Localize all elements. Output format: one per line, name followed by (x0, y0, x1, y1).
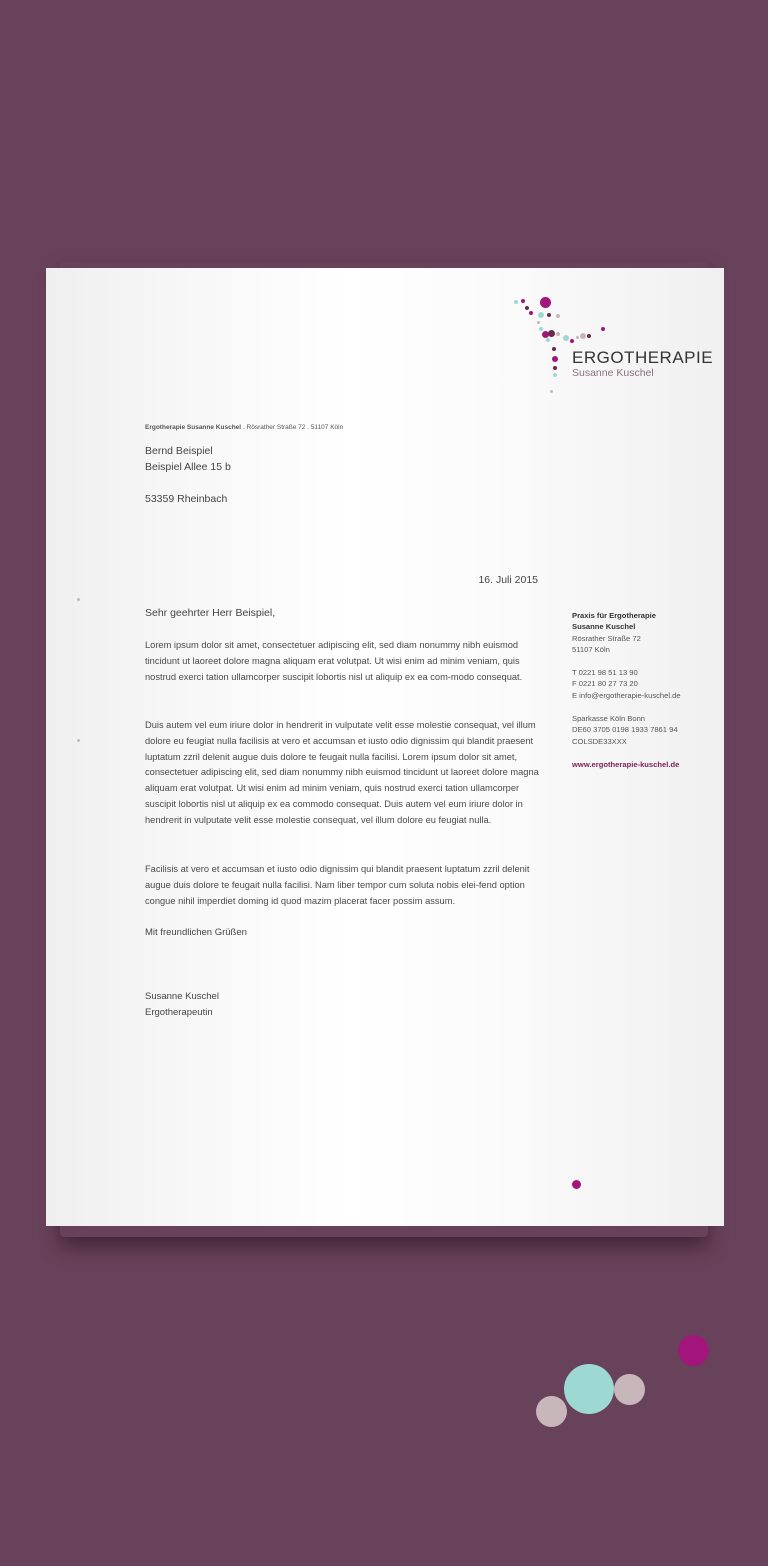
decor-circle-grey-right-icon (614, 1374, 645, 1405)
recipient-street: Beispiel Allee 15 b (145, 461, 231, 473)
recipient-city: 53359 Rheinbach (145, 493, 228, 505)
fold-mark-bottom (77, 739, 80, 742)
recipient-name: Bernd Beispiel (145, 445, 213, 457)
sidebar-phone: T 0221 98 51 13 90 (572, 668, 638, 677)
logo-title: ERGOTHERAPIE (572, 348, 714, 367)
sidebar-iban: DE60 3705 0198 1933 7861 94 (572, 725, 678, 735)
sidebar-email[interactable]: E info@ergotherapie-kuschel.de (572, 690, 681, 700)
decor-circle-magenta-icon (678, 1335, 709, 1366)
sidebar-contact (572, 610, 656, 655)
letter-page (46, 268, 724, 1226)
sidebar-practice: Praxis für Ergotherapie (572, 611, 656, 620)
sidebar-bank-name: Sparkasse Köln Bonn (572, 714, 646, 723)
decor-circle-grey-left-icon (536, 1396, 567, 1427)
fold-mark-top (77, 598, 80, 601)
sidebar-fax: F 0221 80 27 73 20 (572, 679, 638, 689)
salutation: Sehr geehrter Herr Beispiel, (145, 607, 276, 619)
decor-circle-teal-icon (564, 1364, 614, 1414)
sender-return-line (145, 424, 343, 431)
closing: Mit freundlichen Grüßen (145, 927, 247, 938)
signature-name: Susanne Kuschel (145, 991, 219, 1002)
paragraph-1: Lorem ipsum dolor sit amet, consectetuer adipiscing elit, sed diam nonummy nibh euismod tincidunt ut laoreet dolore magna aliquam erat volutpat. Ut wisi enim ad minim veniam, quis nostrud exerci tation ullamcorper suscipit lobortis nisl ut aliquip ex ea com-modo consequat. (145, 640, 523, 682)
logo-subtitle: Susanne Kuschel (572, 367, 654, 379)
sidebar-street: Rösrather Straße 72 (572, 633, 641, 643)
sender-address: . Rösrather Straße 72 . 51107 Köln (241, 424, 344, 431)
sender-name: Ergotherapie Susanne Kuschel (145, 424, 242, 431)
sidebar-communication (572, 667, 681, 701)
sidebar-owner: Susanne Kuschel (572, 622, 636, 632)
sidebar-bank (572, 713, 678, 747)
sidebar-city: 51107 Köln (572, 644, 610, 654)
signature-title: Ergotherapeutin (145, 1007, 213, 1018)
letter-date: 16. Juli 2015 (478, 574, 538, 586)
paragraph-3: Facilisis at vero et accumsan et iusto odio dignissim qui blandit praesent luptatum zzril delenit augue duis dolore te feugait nulla facilisi. Nam liber tempor cum soluta nobis elei-fend option congue nihil imperdiet doming id quod mazim placerat facer possim assum. (145, 864, 530, 906)
page-accent-dot-icon (572, 1180, 581, 1189)
paragraph-2: Duis autem vel eum iriure dolor in hendrerit in vulputate velit esse molestie consequat, vel illum dolore eu feugiat nulla facilisis at vero et accumsan et iusto odio dignissim qui blandit praesent luptatum zzril delenit augue duis dolore te feugait nulla facilisi. Lorem ipsum dolor sit amet, consectetuer adipiscing elit, sed diam nonummy nibh euismod tincidunt ut laoreet dolore magna aliquam erat volutpat. Ut wisi enim ad minim veniam, quis nostrud exerci tation ullamcorper suscipit lobortis nisl ut aliquip ex ea commodo consequat. Duis autem vel eum iriure dolor in hendrerit in vulputate velit esse molestie consequat, vel illum dolore eu feugiat nulla. (145, 720, 539, 825)
sidebar-website-link[interactable]: www.ergotherapie-kuschel.de (572, 760, 680, 769)
sidebar-bic: COLSDE33XXX (572, 736, 627, 746)
